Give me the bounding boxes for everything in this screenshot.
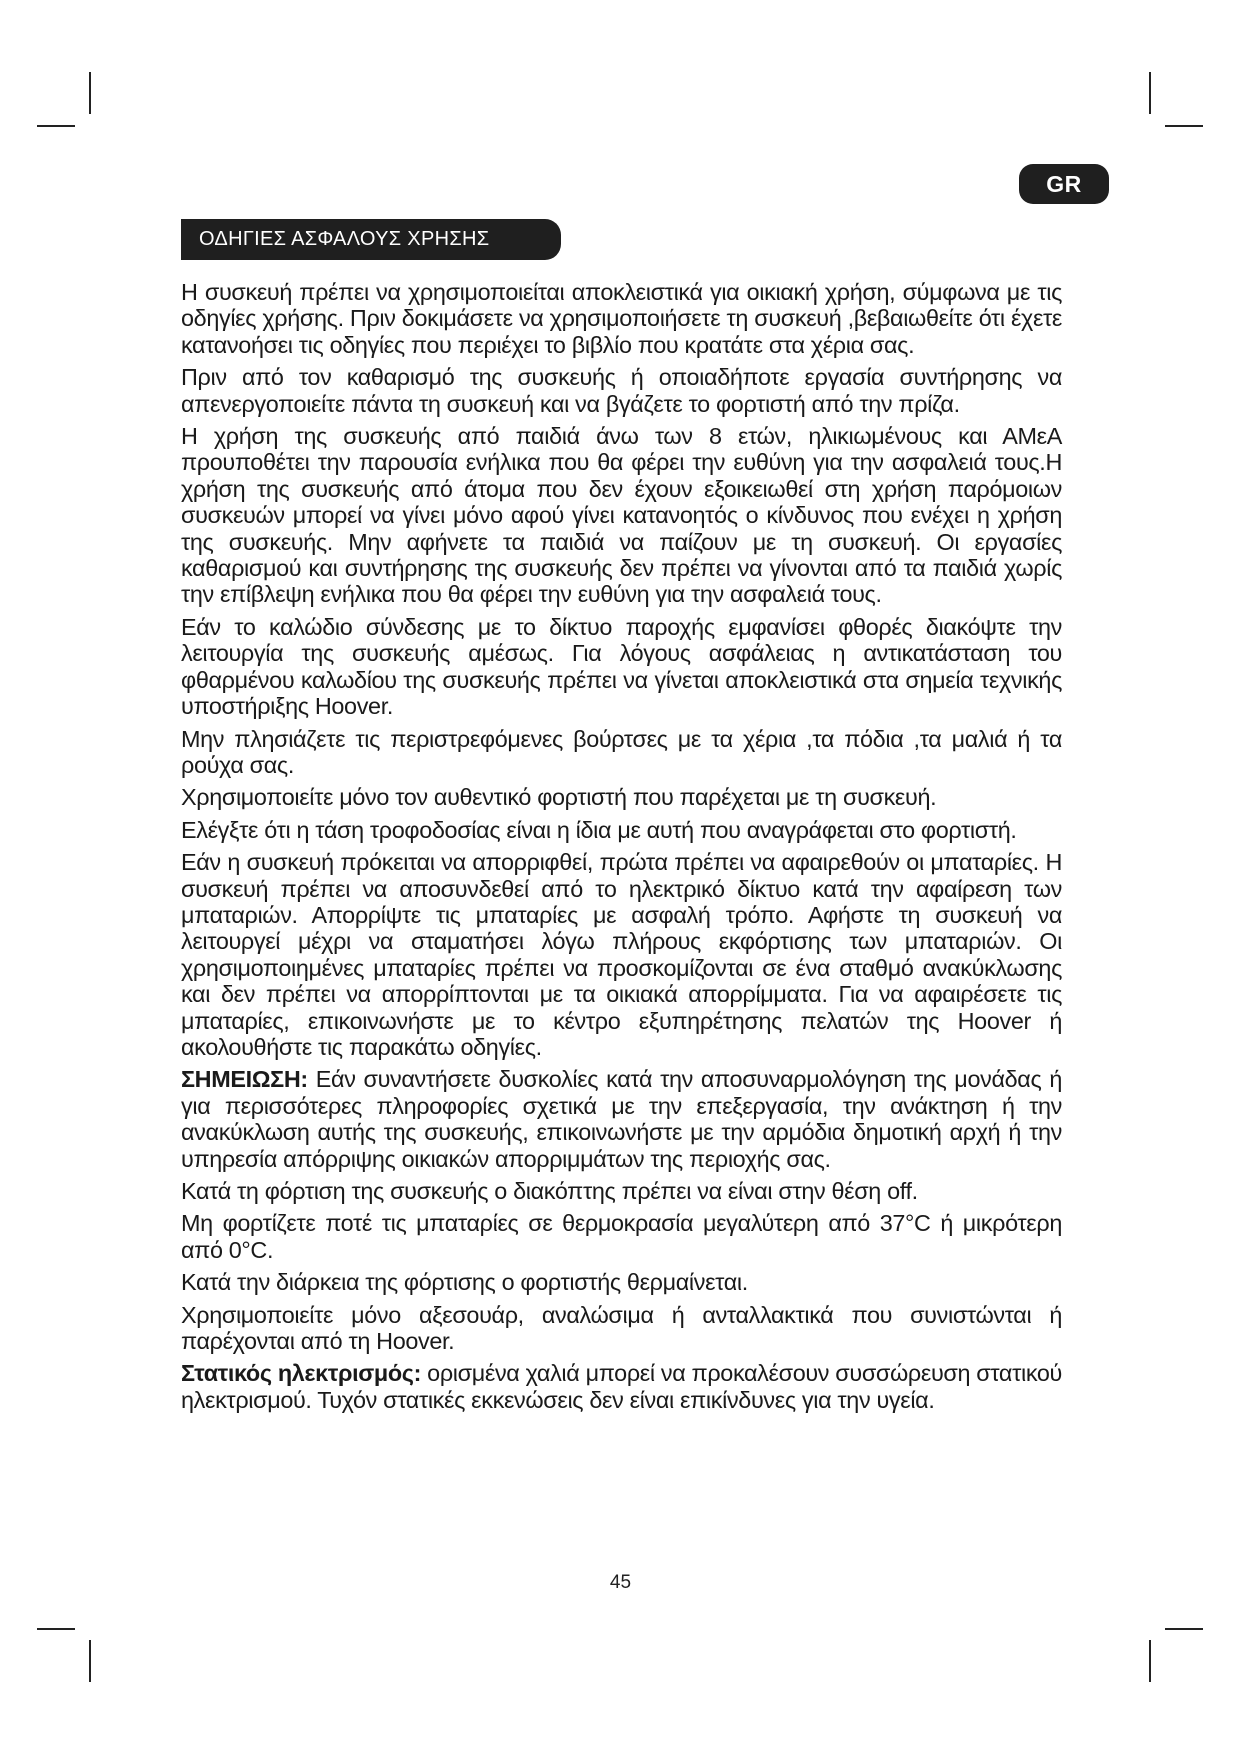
crop-mark-top-right-horizontal: [1165, 125, 1203, 127]
paragraph: Ελέγξτε ότι η τάση τροφοδοσίας είναι η ίδια με αυτή που αναγράφεται στο φορτιστή.: [181, 816, 1017, 843]
crop-mark-top-right-vertical: [1149, 72, 1151, 114]
crop-mark-top-left-horizontal: [37, 125, 75, 127]
paragraph: Μη φορτίζετε ποτέ τις μπαταρίες σε θερμοκρασία μεγαλύτερη από 37°C ή μικρότερη από 0°C.: [181, 1210, 1062, 1263]
paragraph: Κατά την διάρκεια της φόρτισης ο φορτιστής θερμαίνεται.: [181, 1269, 748, 1296]
crop-mark-bottom-right-horizontal: [1165, 1628, 1203, 1630]
paragraph: Μην πλησιάζετε τις περιστρεφόμενες βούρτσες με τα χέρια ,τα πόδια ,τα μαλιά ή τα ρούχα σας.: [181, 725, 1062, 778]
paragraph: Χρησιμοποιείτε μόνο τον αυθεντικό φορτιστή που παρέχεται με τη συσκευή.: [181, 784, 937, 811]
crop-mark-top-left-vertical: [89, 72, 91, 114]
safety-instructions-body: [181, 279, 1062, 1419]
language-badge: GR: [1019, 164, 1109, 204]
note-label: ΣΗΜΕΙΩΣΗ:: [181, 1066, 308, 1093]
paragraph: Η συσκευή πρέπει να χρησιμοποιείται αποκλειστικά για οικιακή χρήση, σύμφωνα με τις οδηγίες χρήσης. Πριν δοκιμάσετε να χρησιμοποιήσετε τη συσκευή ,βεβαιωθείτε ότι έχετε κατανοήσει τις οδηγίες που περιέχει το βιβλίο που κρατάτε στα χέρια σας.: [181, 279, 1062, 358]
static-paragraph: [181, 1360, 1062, 1413]
paragraph: Η χρήση της συσκευής από παιδιά άνω των 8 ετών, ηλικιωμένους και ΑΜεΑ προυποθέτει την παρουσία ενήλικα που θα φέρει την ευθύνη για την ασφαλειά τους.Η χρήση της συσκευής από άτομα που δεν έχουν εξοικειωθεί στη χρήση παρόμοιων συσκευών μπορεί να γίνει μόνο αφού γίνει κατανοητός ο κίνδυνος που ενέχει η χρήση της συσκευής. Μην αφήνετε τα παιδιά να παίζουν με τη συσκευή. Οι εργασίες καθαρισμού και συντήρησης της συσκευής δεν πρέπει να γίνονται από τα παιδιά χωρίς την επίβλεψη ενήλικα που θα φέρει την ευθύνη για την ασφαλειά τους.: [181, 423, 1062, 608]
section-title: ΟΔΗΓΙΕΣ ΑΣΦΑΛΟΥΣ ΧΡΗΣΗΣ: [181, 219, 561, 260]
paragraph: Κατά τη φόρτιση της συσκευής ο διακόπτης πρέπει να είναι στην θέση off.: [181, 1178, 918, 1204]
paragraph: Πριν από τον καθαρισμό της συσκευής ή οποιαδήποτε εργασία συντήρησης να απενεργοποιείτε πάντα τη συσκευή και να βγάζετε το φορτιστή από την πρίζα.: [181, 364, 1062, 417]
paragraph: Εάν το καλώδιο σύνδεσης με το δίκτυο παροχής εμφανίσει φθορές διακόψτε την λειτουργία της συσκευής αμέσως. Για λόγους ασφάλειας η αντικατάσταση του φθαρμένου καλωδίου της συσκευής πρέπει να γίνεται αποκλειστικά στα σημεία τεχνικής υποστήριξης Hoover.: [181, 613, 1062, 720]
static-text: ορισμένα χαλιά μπορεί να προκαλέσουν συσσώρευση στατικού ηλεκτρισμού. Τυχόν στατικές εκκενώσεις δεν είναι επικίνδυνες για την υγεία.: [181, 1360, 1062, 1413]
paragraph: Χρησιμοποιείτε μόνο αξεσουάρ, αναλώσιμα ή ανταλλακτικά που συνιστώνται ή παρέχονται από τη Hoover.: [181, 1301, 1062, 1355]
crop-mark-bottom-right-vertical: [1149, 1640, 1151, 1682]
note-text: Εάν συναντήσετε δυσκολίες κατά την αποσυναρμολόγηση της μονάδας ή για περισσότερες πληροφορίες σχετικά με την επεξεργασία, την ανάκτηση ή την ανακύκλωση αυτής της συσκευής, επικοινωνήστε με την αρμόδια δημοτική αρχή ή την υπηρεσία απόρριψης οικιακών απορριμμάτων της περιοχής σας.: [181, 1066, 1062, 1172]
crop-mark-bottom-left-horizontal: [37, 1628, 75, 1630]
paragraph: Εάν η συσκευή πρόκειται να απορριφθεί, πρώτα πρέπει να αφαιρεθούν οι μπαταρίες. Η συσκευή πρέπει να αποσυνδεθεί από το ηλεκτρικό δίκτυο κατά την αφαίρεση των μπαταριών. Απορρίψτε τις μπαταρίες με ασφαλή τρόπο. Αφήστε τη συσκευή να λειτουργεί μέχρι να σταματήσει λόγω πλήρους εκφόρτισης των μπαταριών. Οι χρησιμοποιημένες μπαταρίες πρέπει να προσκομίζονται σε ένα σταθμό ανακύκλωσης και δεν πρέπει να απορρίπτονται με τα οικιακά απορρίμματα. Για να αφαιρέσετε τις μπαταρίες, επικοινωνήστε με το κέντρο εξυπηρέτησης πελατών της Hoover ή ακολουθήστε τις παρακάτω οδηγίες.: [181, 849, 1062, 1060]
note-paragraph: [181, 1066, 1062, 1172]
page-number: 45: [609, 1572, 632, 1593]
static-label: Στατικός ηλεκτρισμός:: [181, 1360, 422, 1387]
crop-mark-bottom-left-vertical: [89, 1640, 91, 1682]
